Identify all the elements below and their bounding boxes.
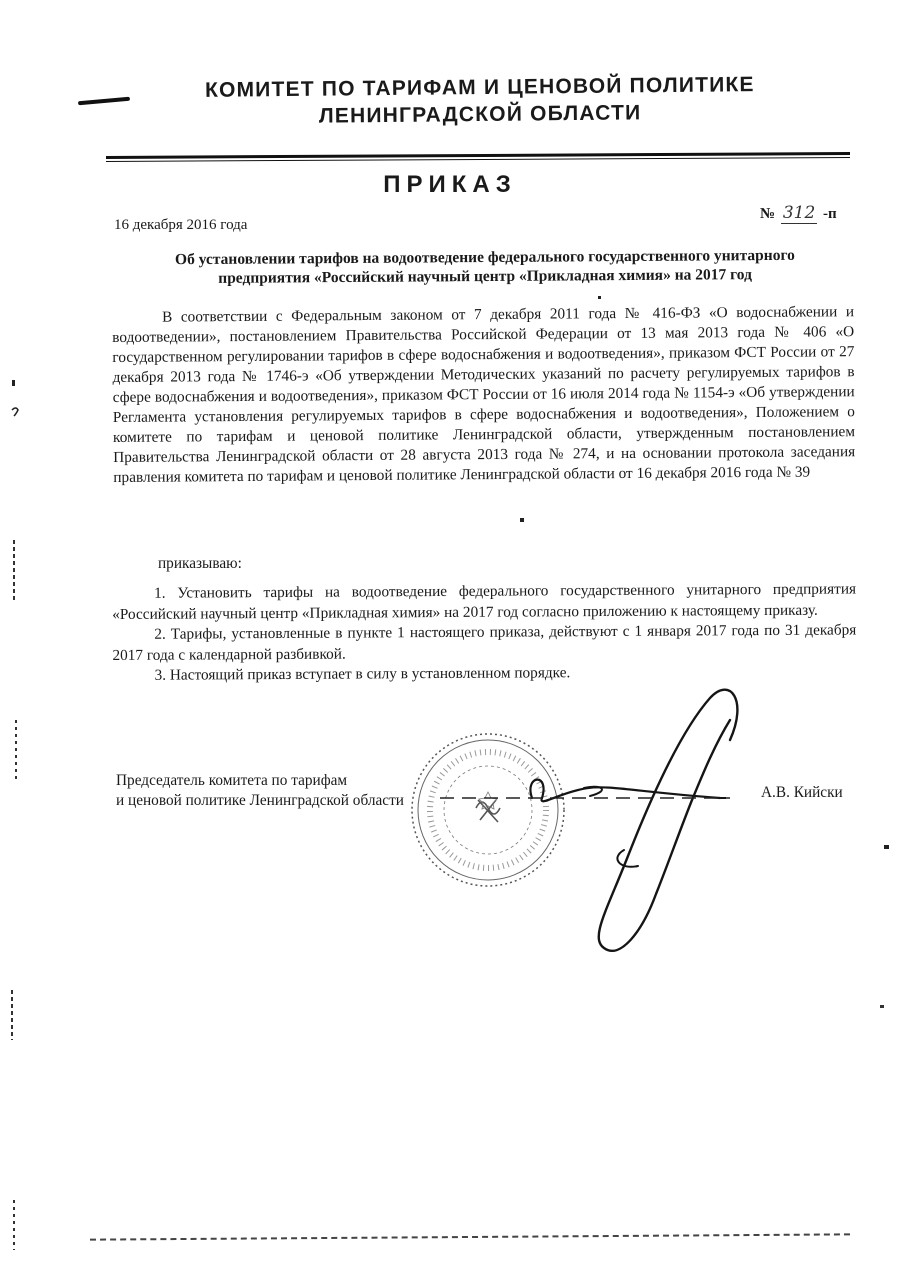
document-title: ПРИКАЗ [383,171,517,198]
document-subject [120,245,850,288]
number-suffix: -п [823,206,837,222]
subject-line-1: Об установлении тарифов на водоотведение федерального государственного унитарного [174,246,795,269]
subject-line-2: предприятия «Российский научный центр «Прикладная химия» на 2017 год [218,266,752,287]
signatory-position-line-2: и ценовой политике Ленинградской области [116,792,404,809]
signatory-position [116,771,404,811]
document-number [760,203,837,224]
document-date: 16 декабря 2016 года [114,217,248,233]
order-word: приказываю: [158,555,242,572]
order-item: 1. Установить тарифы на водоотведение федерального государственного унитарного предприятия «Российский научный центр «Прикладная химия» на 2017 год согласно приложению к настоящему приказу. [112,580,857,623]
handwritten-signature-icon [520,680,780,990]
preamble-block [112,302,855,488]
bottom-scan-dash [90,1233,850,1240]
signatory-position-line-1: Председатель комитета по тарифам [116,772,348,789]
order-item: 2. Тарифы, установленные в пункте 1 настоящего приказа, действуют с 1 января 2017 года по 31 декабря 2017 года с календарной разбивкой. [112,621,857,664]
number-prefix: № [760,206,776,222]
order-item: 3. Настоящий приказ вступает в силу в установленном порядке. [154,664,571,684]
scan-mark [78,97,130,106]
header-line-2: ЛЕНИНГРАДСКОЙ ОБЛАСТИ [318,101,642,128]
header-line-1: КОМИТЕТ ПО ТАРИФАМ И ЦЕНОВОЙ ПОЛИТИКЕ [204,73,755,102]
order-items [112,579,857,686]
number-value: 312 [782,203,816,223]
signature-line [440,790,740,810]
document-header [140,70,821,131]
signatory-name: А.В. Кийски [761,784,843,801]
preamble-paragraph: В соответствии с Федеральным законом от 7 декабря 2011 года № 416-ФЗ «О водоснабжении и водоотведении», постановлением Правительства Российской Федерации от 13 мая 2013 года № 406 «О государственном регулировании тарифов в сфере водоснабжения и водоотведения», приказом ФСТ России от 27 декабря 2013 года № 1746-э «Об утверждении Методических указаний по расчету регулируемых тарифов в сфере водоснабжения и водоотведения», приказом ФСТ России от 16 июля 2014 года № 1154-э «Об утверждении Регламента установления регулируемых тарифов в сфере водоснабжения и водоотведения», Положением о комитете по тарифам и ценовой политике Ленинградской области, утвержденным постановлением Правительства Ленинградской области от 28 августа 2013 года № 274, и на основании протокола заседания правления комитета по тарифам и ценовой политике Ленинградской области от 16 декабря 2016 года № 39 [112,303,856,486]
